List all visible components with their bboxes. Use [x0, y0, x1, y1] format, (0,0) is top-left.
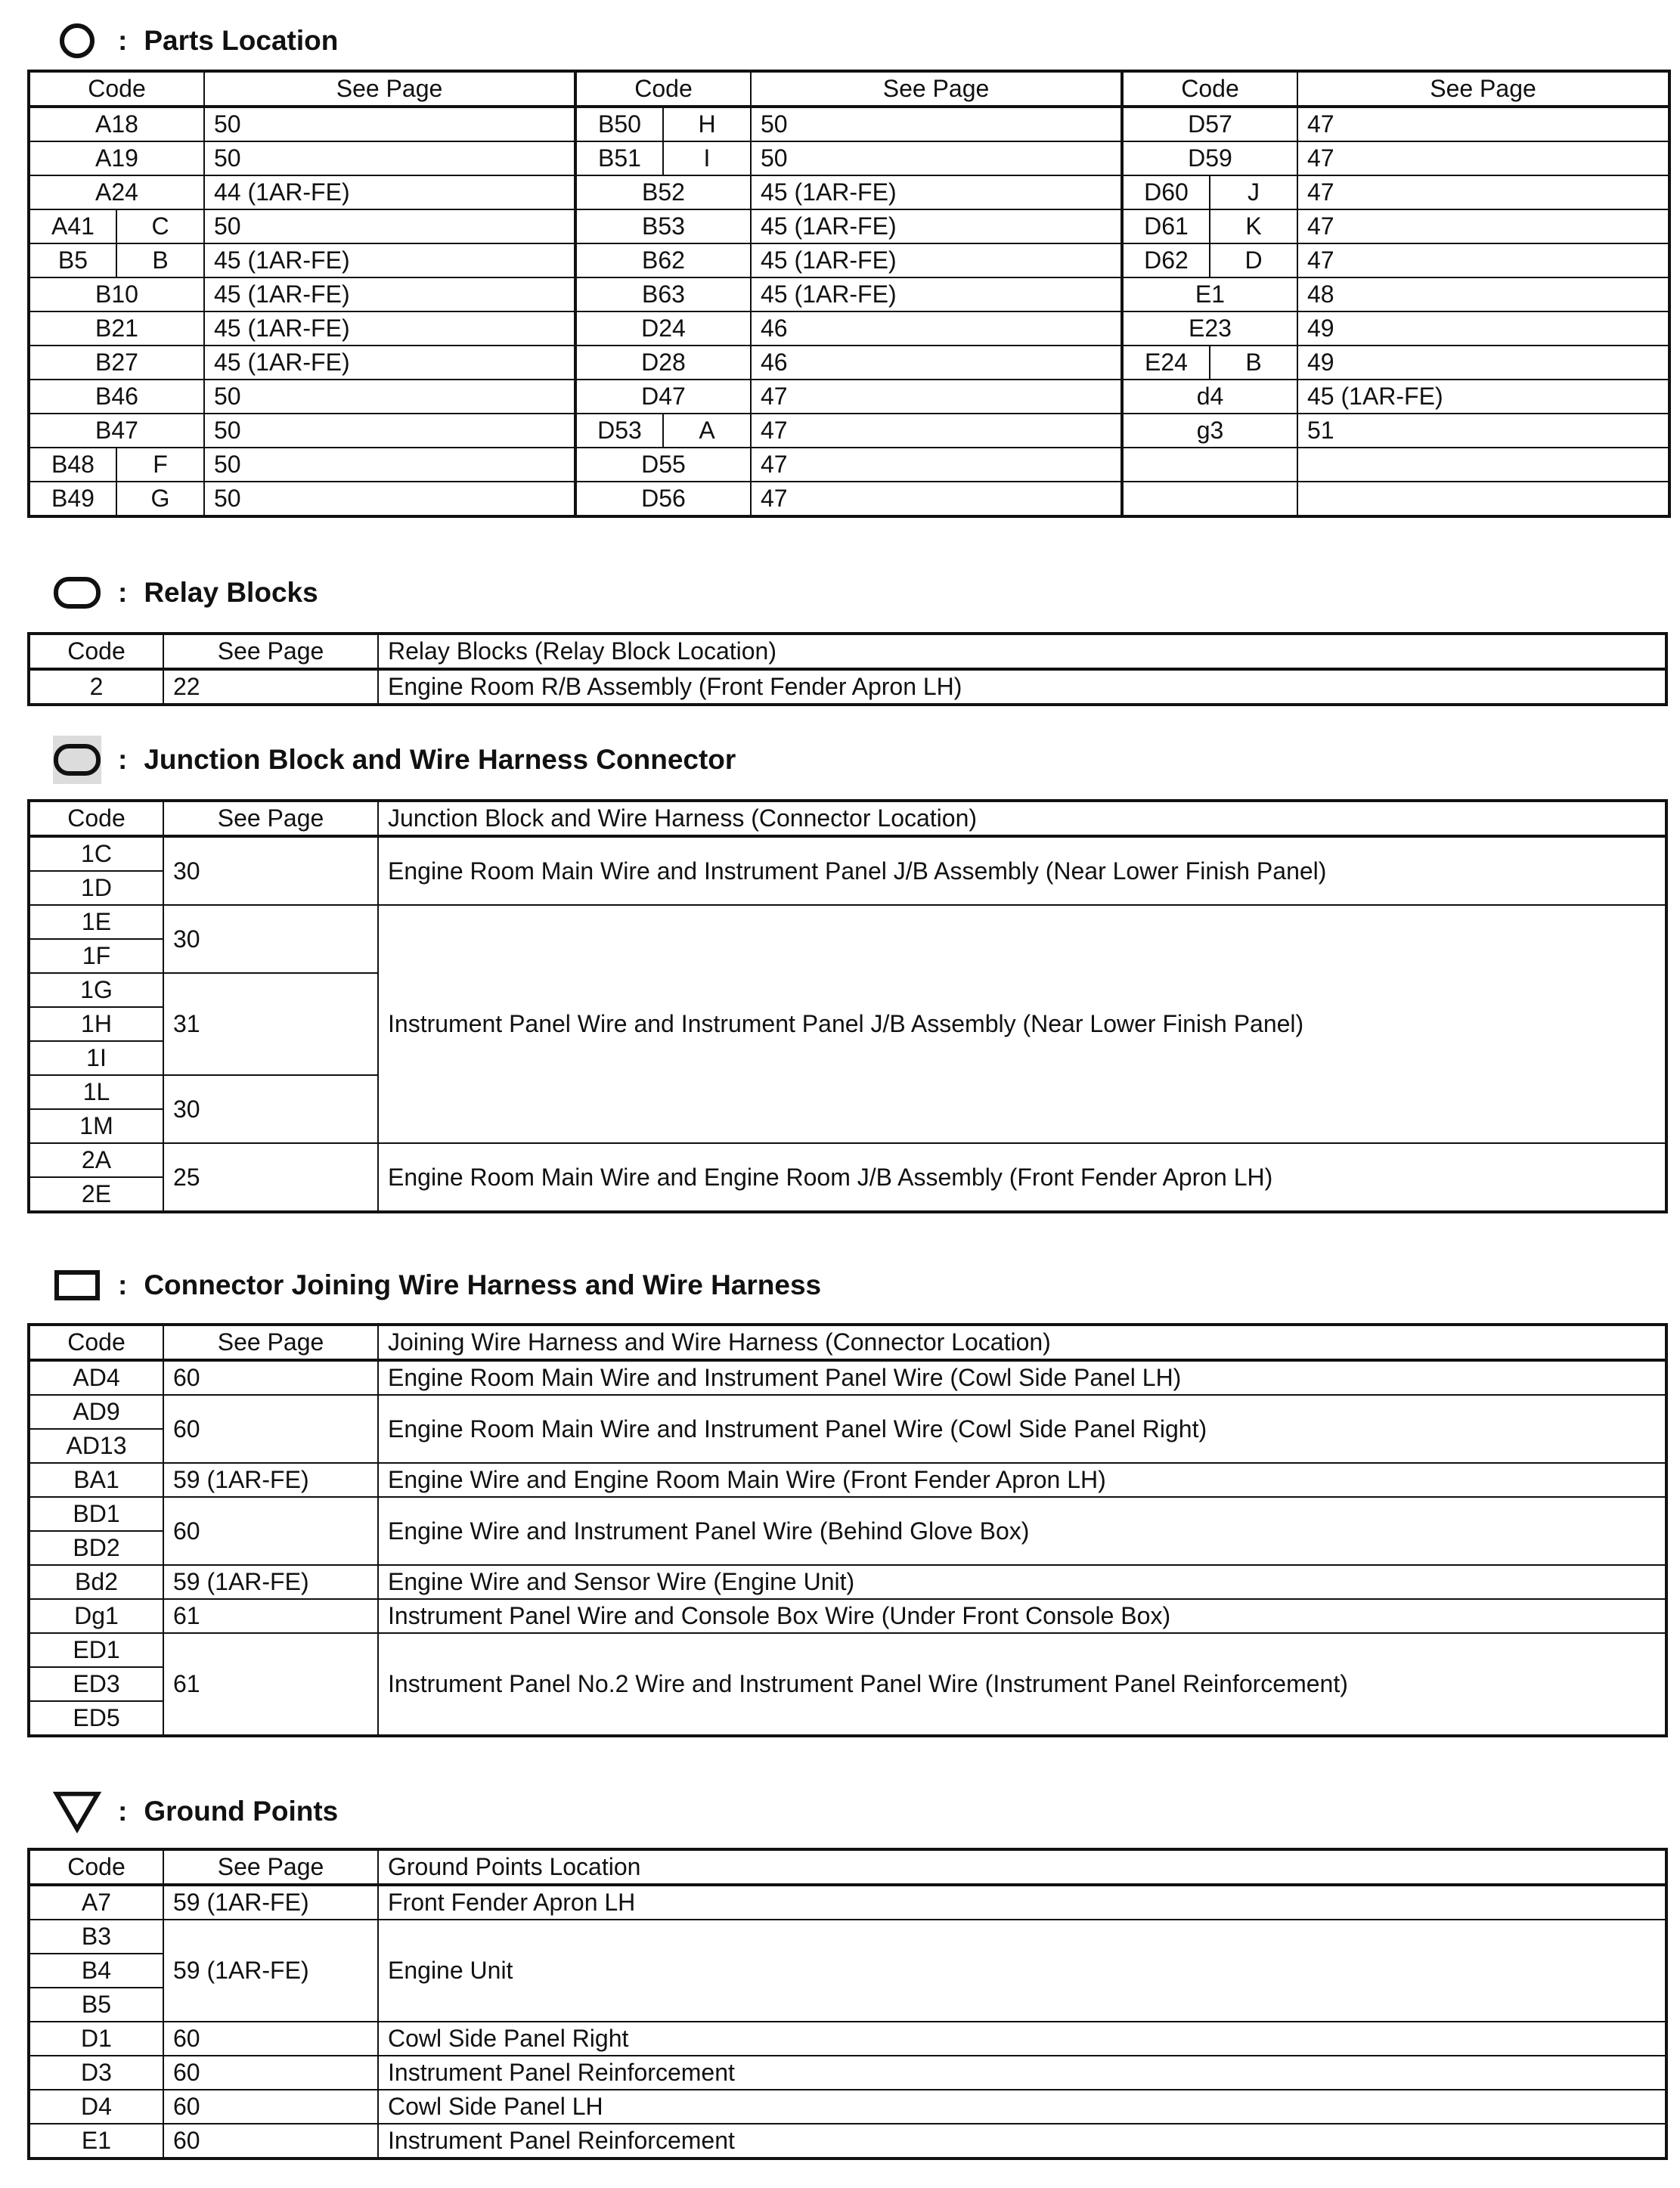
- location-cell: Engine Wire and Sensor Wire (Engine Unit): [378, 1565, 1666, 1599]
- code-cell: E1: [1122, 277, 1297, 311]
- code-cell: B3: [29, 1920, 163, 1954]
- code-cell: B52: [575, 175, 751, 209]
- code-cell: AD4: [29, 1360, 163, 1395]
- code-cell: D62: [1122, 243, 1210, 277]
- heading-colon: :: [118, 1269, 128, 1300]
- page-cell: 30: [163, 905, 378, 973]
- code-cell: B46: [29, 380, 204, 414]
- code-cell: Bd2: [29, 1565, 163, 1599]
- shaded-rounded-rectangle-icon: [53, 736, 101, 784]
- page-cell: 46: [751, 346, 1122, 380]
- location-cell: Cowl Side Panel Right: [378, 2022, 1666, 2056]
- page-cell: 60: [163, 1360, 378, 1395]
- location-cell: Engine Room Main Wire and Instrument Panel J/B Assembly (Near Lower Finish Panel): [378, 836, 1666, 905]
- page-cell: 22: [163, 669, 378, 705]
- code-cell: E24: [1122, 346, 1210, 380]
- header-code: Code: [29, 71, 204, 107]
- page-cell: 61: [163, 1633, 378, 1736]
- table-row: [29, 1920, 1666, 1954]
- section-title: Ground Points: [144, 1796, 339, 1827]
- location-cell: Cowl Side Panel LH: [378, 2090, 1666, 2124]
- page-cell: 50: [204, 209, 575, 243]
- page-cell: 31: [163, 973, 378, 1075]
- sub-code-cell: H: [663, 107, 751, 141]
- section-title: Parts Location: [144, 25, 339, 56]
- code-cell: AD13: [29, 1429, 163, 1463]
- page-cell: 48: [1297, 277, 1669, 311]
- table-row: [29, 346, 1669, 380]
- code-cell: B51: [575, 141, 663, 175]
- header-code: Code: [575, 71, 751, 107]
- code-cell: B62: [575, 243, 751, 277]
- relay-blocks-body: [29, 634, 1666, 705]
- header-code: Code: [29, 1325, 163, 1360]
- code-cell: D3: [29, 2056, 163, 2090]
- code-cell: B49: [29, 482, 116, 516]
- location-cell: Engine Room R/B Assembly (Front Fender Apron LH): [378, 669, 1666, 705]
- code-cell: E23: [1122, 311, 1297, 346]
- code-cell: D47: [575, 380, 751, 414]
- code-cell: 1H: [29, 1007, 163, 1041]
- code-cell: ED3: [29, 1667, 163, 1701]
- table-row: [29, 1599, 1666, 1633]
- page-cell: 47: [751, 482, 1122, 516]
- circle-icon: [53, 17, 101, 65]
- code-cell: A18: [29, 107, 204, 141]
- page-cell: 60: [163, 2124, 378, 2159]
- page-cell: 45 (1AR-FE): [1297, 380, 1669, 414]
- page-cell: 50: [204, 414, 575, 448]
- page-cell: 59 (1AR-FE): [163, 1565, 378, 1599]
- code-cell: 1I: [29, 1041, 163, 1075]
- code-cell: d4: [1122, 380, 1297, 414]
- page-cell: 60: [163, 2056, 378, 2090]
- location-cell: Front Fender Apron LH: [378, 1885, 1666, 1920]
- page-cell: 45 (1AR-FE): [751, 209, 1122, 243]
- table-row: [29, 1143, 1666, 1177]
- code-cell: ED5: [29, 1701, 163, 1736]
- code-cell: 1E: [29, 905, 163, 939]
- junction-block-heading: [53, 736, 736, 784]
- page-cell: 47: [751, 380, 1122, 414]
- header-see-page: See Page: [163, 1325, 378, 1360]
- table-row: [29, 1360, 1666, 1395]
- ground-points-body: [29, 1849, 1666, 2159]
- table-row: [29, 380, 1669, 414]
- code-cell: A24: [29, 175, 204, 209]
- table-row: [29, 2090, 1666, 2124]
- page-cell: 61: [163, 1599, 378, 1633]
- location-cell: Engine Room Main Wire and Instrument Panel Wire (Cowl Side Panel Right): [378, 1395, 1666, 1463]
- header-see-page: See Page: [1297, 71, 1669, 107]
- code-cell: D28: [575, 346, 751, 380]
- heading-colon: :: [118, 1796, 128, 1827]
- code-cell: E1: [29, 2124, 163, 2159]
- relay-blocks-table: [27, 632, 1668, 706]
- page-cell: [1297, 482, 1669, 516]
- table-row: [29, 414, 1669, 448]
- header-location: Joining Wire Harness and Wire Harness (Connector Location): [378, 1325, 1666, 1360]
- code-cell: 1D: [29, 871, 163, 905]
- code-cell: D61: [1122, 209, 1210, 243]
- parts-location-table: [27, 70, 1671, 518]
- code-cell: 1C: [29, 836, 163, 871]
- table-header-row: [29, 1849, 1666, 1885]
- header-see-page: See Page: [204, 71, 575, 107]
- location-cell: Engine Wire and Engine Room Main Wire (Front Fender Apron LH): [378, 1463, 1666, 1497]
- table-row: [29, 482, 1669, 516]
- table-row: [29, 2022, 1666, 2056]
- page-cell: 50: [751, 141, 1122, 175]
- page-cell: 47: [751, 448, 1122, 482]
- code-cell: B4: [29, 1954, 163, 1988]
- rectangle-icon: [53, 1261, 101, 1309]
- table-row: [29, 1497, 1666, 1531]
- page-cell: 50: [204, 380, 575, 414]
- code-cell: D53: [575, 414, 663, 448]
- table-row: [29, 836, 1666, 871]
- table-header-row: [29, 1325, 1666, 1360]
- triangle-down-icon: [53, 1787, 101, 1836]
- sub-code-cell: A: [663, 414, 751, 448]
- code-cell: B5: [29, 1988, 163, 2022]
- sub-code-cell: G: [116, 482, 204, 516]
- header-location: Junction Block and Wire Harness (Connector Location): [378, 801, 1666, 836]
- rounded-rectangle-icon: [53, 569, 101, 617]
- table-row: [29, 1463, 1666, 1497]
- parts-location-body: [29, 71, 1669, 516]
- table-row: [29, 1885, 1666, 1920]
- table-header-row: [29, 71, 1669, 107]
- code-cell: 2E: [29, 1177, 163, 1212]
- location-cell: Instrument Panel Wire and Instrument Panel J/B Assembly (Near Lower Finish Panel): [378, 905, 1666, 1143]
- table-row: [29, 1633, 1666, 1667]
- page-cell: 50: [204, 107, 575, 141]
- code-cell: BD2: [29, 1531, 163, 1565]
- header-code: Code: [1122, 71, 1297, 107]
- code-cell: A7: [29, 1885, 163, 1920]
- code-cell: D55: [575, 448, 751, 482]
- code-cell: B63: [575, 277, 751, 311]
- page-cell: 51: [1297, 414, 1669, 448]
- header-location: Ground Points Location: [378, 1849, 1666, 1885]
- page-cell: 46: [751, 311, 1122, 346]
- code-cell: B50: [575, 107, 663, 141]
- table-row: [29, 141, 1669, 175]
- code-cell: B48: [29, 448, 116, 482]
- code-cell: Dg1: [29, 1599, 163, 1633]
- header-code: Code: [29, 634, 163, 669]
- table-row: [29, 905, 1666, 939]
- code-cell: [1122, 448, 1297, 482]
- connector-joining-heading: [53, 1261, 821, 1309]
- page-cell: 45 (1AR-FE): [751, 243, 1122, 277]
- page-cell: 50: [751, 107, 1122, 141]
- code-cell: 2: [29, 669, 163, 705]
- relay-blocks-heading: [53, 569, 318, 617]
- sub-code-cell: J: [1210, 175, 1297, 209]
- heading-colon: :: [118, 577, 128, 608]
- code-cell: B5: [29, 243, 116, 277]
- table-row: [29, 311, 1669, 346]
- sub-code-cell: C: [116, 209, 204, 243]
- table-row: [29, 2124, 1666, 2159]
- page-cell: 50: [204, 141, 575, 175]
- code-cell: B10: [29, 277, 204, 311]
- header-see-page: See Page: [751, 71, 1122, 107]
- table-row: [29, 448, 1669, 482]
- heading-colon: :: [118, 744, 128, 775]
- page-cell: 59 (1AR-FE): [163, 1885, 378, 1920]
- code-cell: B47: [29, 414, 204, 448]
- page-cell: 47: [1297, 141, 1669, 175]
- page-cell: 47: [1297, 107, 1669, 141]
- page-cell: 47: [1297, 209, 1669, 243]
- table-row: [29, 2056, 1666, 2090]
- code-cell: D56: [575, 482, 751, 516]
- sub-code-cell: F: [116, 448, 204, 482]
- code-cell: D60: [1122, 175, 1210, 209]
- page-cell: 60: [163, 1395, 378, 1463]
- page-cell: 45 (1AR-FE): [204, 277, 575, 311]
- code-cell: D59: [1122, 141, 1297, 175]
- code-cell: ED1: [29, 1633, 163, 1667]
- location-cell: Engine Room Main Wire and Instrument Panel Wire (Cowl Side Panel LH): [378, 1360, 1666, 1395]
- table-row: [29, 243, 1669, 277]
- sub-code-cell: B: [116, 243, 204, 277]
- header-location: Relay Blocks (Relay Block Location): [378, 634, 1666, 669]
- parts-location-heading: [53, 17, 338, 65]
- code-cell: A19: [29, 141, 204, 175]
- page-cell: 60: [163, 1497, 378, 1565]
- sub-code-cell: K: [1210, 209, 1297, 243]
- code-cell: B53: [575, 209, 751, 243]
- table-row: [29, 1565, 1666, 1599]
- location-cell: Instrument Panel Reinforcement: [378, 2056, 1666, 2090]
- page-cell: 44 (1AR-FE): [204, 175, 575, 209]
- code-cell: g3: [1122, 414, 1297, 448]
- code-cell: BA1: [29, 1463, 163, 1497]
- header-code: Code: [29, 1849, 163, 1885]
- junction-block-body: [29, 801, 1666, 1212]
- page-cell: 47: [751, 414, 1122, 448]
- code-cell: [1122, 482, 1297, 516]
- page-cell: 49: [1297, 346, 1669, 380]
- location-cell: Engine Wire and Instrument Panel Wire (Behind Glove Box): [378, 1497, 1666, 1565]
- code-cell: D1: [29, 2022, 163, 2056]
- junction-block-table: [27, 799, 1668, 1213]
- page-cell: 45 (1AR-FE): [204, 346, 575, 380]
- page-cell: 50: [204, 482, 575, 516]
- page-cell: 59 (1AR-FE): [163, 1463, 378, 1497]
- code-cell: D24: [575, 311, 751, 346]
- location-cell: Engine Unit: [378, 1920, 1666, 2022]
- page-cell: 60: [163, 2022, 378, 2056]
- code-cell: AD9: [29, 1395, 163, 1429]
- page-cell: 25: [163, 1143, 378, 1212]
- page-cell: 30: [163, 836, 378, 905]
- page-cell: 49: [1297, 311, 1669, 346]
- section-title: Junction Block and Wire Harness Connector: [144, 744, 736, 775]
- page-cell: 59 (1AR-FE): [163, 1920, 378, 2022]
- table-row: [29, 209, 1669, 243]
- location-cell: Instrument Panel Wire and Console Box Wire (Under Front Console Box): [378, 1599, 1666, 1633]
- page-cell: 30: [163, 1075, 378, 1143]
- table-header-row: [29, 634, 1666, 669]
- page-cell: 45 (1AR-FE): [204, 311, 575, 346]
- code-cell: 1M: [29, 1109, 163, 1143]
- table-row: [29, 1395, 1666, 1429]
- table-row: [29, 277, 1669, 311]
- code-cell: 1F: [29, 939, 163, 973]
- code-cell: D4: [29, 2090, 163, 2124]
- code-cell: 1L: [29, 1075, 163, 1109]
- page-cell: 45 (1AR-FE): [204, 243, 575, 277]
- location-cell: Engine Room Main Wire and Engine Room J/B Assembly (Front Fender Apron LH): [378, 1143, 1666, 1212]
- sub-code-cell: B: [1210, 346, 1297, 380]
- header-see-page: See Page: [163, 801, 378, 836]
- location-cell: Instrument Panel Reinforcement: [378, 2124, 1666, 2159]
- code-cell: B27: [29, 346, 204, 380]
- code-cell: B21: [29, 311, 204, 346]
- page-cell: [1297, 448, 1669, 482]
- sub-code-cell: I: [663, 141, 751, 175]
- page-cell: 60: [163, 2090, 378, 2124]
- code-cell: A41: [29, 209, 116, 243]
- ground-points-table: [27, 1848, 1668, 2160]
- location-cell: Instrument Panel No.2 Wire and Instrument Panel Wire (Instrument Panel Reinforcement): [378, 1633, 1666, 1736]
- heading-colon: :: [118, 25, 128, 56]
- section-title: Connector Joining Wire Harness and Wire Harness: [144, 1269, 822, 1300]
- sub-code-cell: D: [1210, 243, 1297, 277]
- header-see-page: See Page: [163, 634, 378, 669]
- ground-points-heading: [53, 1787, 338, 1836]
- table-row: [29, 669, 1666, 705]
- connector-joining-body: [29, 1325, 1666, 1736]
- page-cell: 47: [1297, 175, 1669, 209]
- page-cell: 50: [204, 448, 575, 482]
- page-cell: 45 (1AR-FE): [751, 175, 1122, 209]
- code-cell: 1G: [29, 973, 163, 1007]
- code-cell: BD1: [29, 1497, 163, 1531]
- code-cell: D57: [1122, 107, 1297, 141]
- page-cell: 45 (1AR-FE): [751, 277, 1122, 311]
- connector-joining-table: [27, 1323, 1668, 1737]
- header-code: Code: [29, 801, 163, 836]
- header-see-page: See Page: [163, 1849, 378, 1885]
- table-header-row: [29, 801, 1666, 836]
- code-cell: 2A: [29, 1143, 163, 1177]
- page-cell: 47: [1297, 243, 1669, 277]
- table-row: [29, 175, 1669, 209]
- table-row: [29, 107, 1669, 141]
- section-title: Relay Blocks: [144, 577, 318, 608]
